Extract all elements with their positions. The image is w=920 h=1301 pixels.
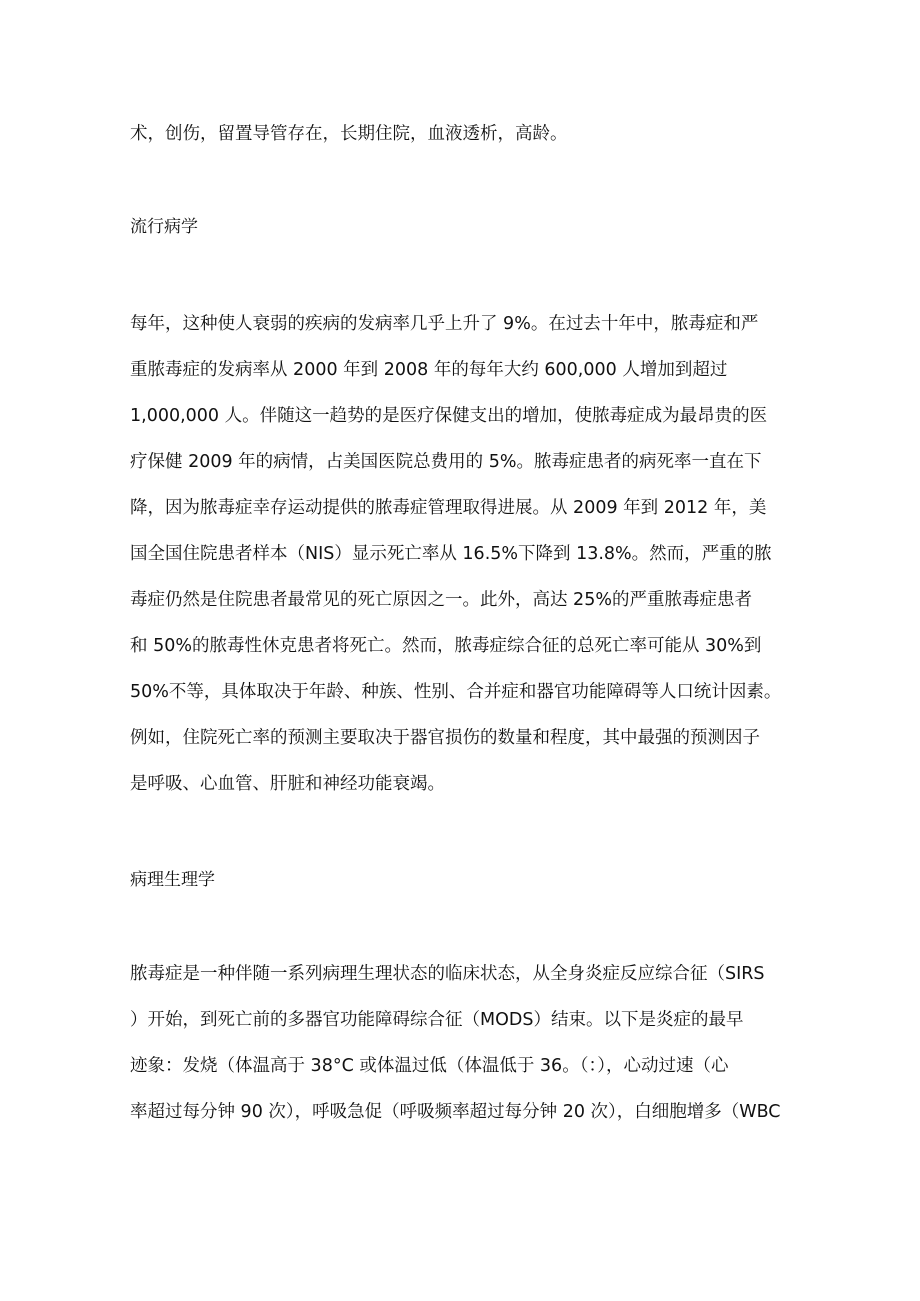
section-heading-pathophysiology: 病理生理学 (130, 870, 215, 890)
paragraph-line: 率超过每分钟 90 次），呼吸急促（呼吸频率超过每分钟 20 次），白细胞增多（WBC (130, 1102, 781, 1122)
paragraph-line: 毒症仍然是住院患者最常见的死亡原因之一。此外，高达 25%的严重脓毒症患者 (130, 590, 752, 610)
paragraph-line: 迹象：发烧（体温高于 38°C 或体温过低（体温低于 36。（：），心动过速（心 (130, 1056, 729, 1076)
paragraph-line: 降，因为脓毒症幸存运动提供的脓毒症管理取得进展。从 2009 年到 2012 年，美 (130, 498, 767, 518)
intro-line: 术，创伤，留置导管存在，长期住院，血液透析，高龄。 (130, 124, 568, 144)
section-heading-epidemiology: 流行病学 (130, 217, 198, 237)
paragraph-line: 每年，这种使人衰弱的疾病的发病率几乎上升了 9%。在过去十年中，脓毒症和严 (130, 314, 759, 334)
paragraph-line: 国全国住院患者样本（NIS）显示死亡率从 16.5%下降到 13.8%。然而，严重的脓 (130, 544, 772, 564)
paragraph-line: 1,000,000 人。伴随这一趋势的是医疗保健支出的增加，使脓毒症成为最昂贵的医 (130, 406, 768, 426)
paragraph-line: 疗保健 2009 年的病情，占美国医院总费用的 5%。脓毒症患者的病死率一直在下 (130, 452, 762, 472)
paragraph-line: 脓毒症是一种伴随一系列病理生理状态的临床状态，从全身炎症反应综合征（SIRS (130, 964, 765, 984)
paragraph-line: 和 50%的脓毒性休克患者将死亡。然而，脓毒症综合征的总死亡率可能从 30%到 (130, 636, 762, 656)
paragraph-line: ）开始，到死亡前的多器官功能障碍综合征（MODS）结束。以下是炎症的最早 (130, 1010, 744, 1030)
paragraph-line: 例如，住院死亡率的预测主要取决于器官损伤的数量和程度，其中最强的预测因子 (130, 728, 760, 748)
paragraph-line: 是呼吸、心血管、肝脏和神经功能衰竭。 (130, 774, 445, 794)
paragraph-line: 50%不等，具体取决于年龄、种族、性别、合并症和器官功能障碍等人口统计因素。 (130, 682, 782, 702)
paragraph-line: 重脓毒症的发病率从 2000 年到 2008 年的每年大约 600,000 人增加到超过 (130, 360, 728, 380)
